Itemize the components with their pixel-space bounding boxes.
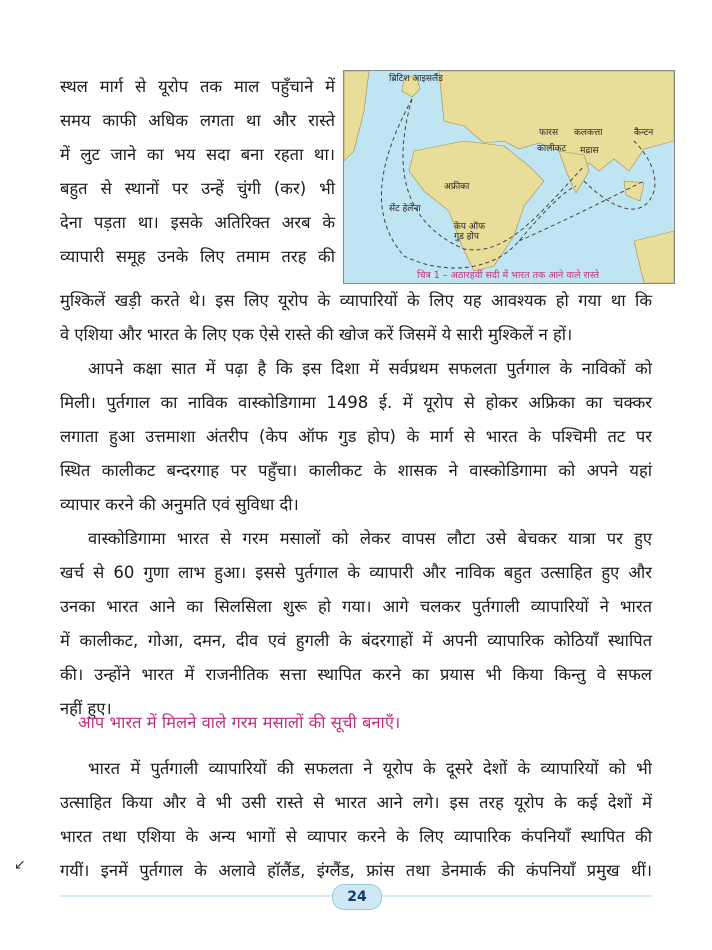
- map-graphic: [344, 71, 674, 283]
- text-line: बहुत से स्थानों पर उन्हें चुंगी (कर) भी: [60, 179, 335, 198]
- trade-route-map: [343, 70, 675, 284]
- svg-text:सेंट हेलेना: सेंट हेलेना: [389, 204, 421, 214]
- svg-text:फारस: फारस: [539, 128, 559, 138]
- text-line: मुश्किलें खड़ी करते थे। इस लिए यूरोप के व्यापारियों के लिए यह आवश्यक हो गया था कि: [60, 291, 652, 310]
- paragraph-3: [60, 522, 652, 726]
- margin-mark: ↙: [14, 857, 26, 873]
- text-line: में लुट जाने का भय सदा बना रहता था।: [60, 145, 335, 164]
- text-line: लगाता हुआ उत्तमाशा अंतरीप (केप ऑफ गुड होप) के मार्ग से भारत के पश्चिमी तट पर: [60, 427, 652, 446]
- paragraph-1-wrap: [60, 70, 335, 274]
- svg-text:मद्रास: मद्रास: [580, 146, 599, 156]
- svg-text:अफ्रीका: अफ्रीका: [444, 182, 470, 192]
- text-line: गयीं। इनमें पुर्तगाल के अलावे हॉलैंड, इंग्लैंड, फ्रांस तथा डेनमार्क की कंपनियाँ प्रमुख थीं।: [60, 861, 652, 880]
- paragraph-1-full: [60, 284, 652, 352]
- text-line: स्थित कालीकट बन्दरगाह पर पहुँचा। कालीकट के शासक ने वास्कोडिगामा को अपने यहां: [60, 461, 652, 480]
- text-line: वास्कोडिगामा भारत से गरम मसालों को लेकर वापस लौटा उसे बेचकर यात्रा पर हुए: [88, 529, 652, 548]
- text-line: खर्च से 60 गुणा लाभ हुआ। इससे पुर्तगाल के व्यापारी और नाविक बहुत उत्साहित हुए और: [60, 563, 652, 582]
- svg-text:ब्रिटिश आइसलैंड: ब्रिटिश आइसलैंड: [389, 74, 443, 84]
- page-number: 24: [332, 884, 382, 910]
- text-line: की। उन्होंने भारत में राजनीतिक सत्ता स्थापित करने का प्रयास भी किया किन्तु वे सफल: [60, 665, 652, 684]
- svg-text:कैन्टन: कैन्टन: [634, 128, 654, 138]
- paragraph-4: [60, 752, 652, 888]
- text-line: उत्साहित किया और वे भी उसी रास्ते से भारत आने लगे। इस तरह यूरोप के कई देशों में: [60, 793, 652, 812]
- svg-text:कालीकट: कालीकट: [537, 144, 567, 154]
- figure-caption: चित्र 1 – अठारहवीं सदी में भारत तक आने वाले रास्ते: [416, 270, 600, 281]
- activity-prompt: आप भारत में मिलने वाले गरम मसालों की सूची बनाएँ।: [78, 713, 401, 732]
- text-line: समय काफी अधिक लगता था और रास्ते: [60, 111, 335, 130]
- text-line: नहीं हुए।: [60, 699, 112, 718]
- text-line: मिली। पुर्तगाल का नाविक वास्कोडिगामा 1498 ई. में यूरोप से होकर अफ्रिका का चक्कर: [60, 393, 652, 412]
- text-line: व्यापारी समूह उनके लिए तमाम तरह की: [60, 247, 335, 266]
- text-line: स्थल मार्ग से यूरोप तक माल पहुँचाने में: [60, 77, 335, 96]
- text-line: वे एशिया और भारत के लिए एक ऐसे रास्ते की खोज करें जिसमें ये सारी मुश्किलें न हों।: [60, 325, 573, 344]
- text-line: भारत में पुर्तगाली व्यापारियों की सफलता ने यूरोप के दूसरे देशों के व्यापारियों को भी: [88, 759, 652, 778]
- svg-text:केप ऑफ: केप ऑफ: [454, 222, 486, 232]
- text-line: देना पड़ता था। इसके अतिरिक्त अरब के: [60, 213, 335, 232]
- text-line: उनका भारत आने का सिलसिला शुरू हो गया। आगे चलकर पुर्तगाली व्यापारियों ने भारत: [60, 597, 652, 616]
- svg-text:गुड होप: गुड होप: [454, 232, 479, 242]
- text-line: में कालीकट, गोआ, दमन, दीव एवं हुगली के बंदरगाहों में अपनी व्यापारिक कोठियाँ स्थापित: [60, 631, 652, 650]
- svg-text:कलकत्ता: कलकत्ता: [574, 128, 603, 138]
- text-line: व्यापार करने की अनुमति एवं सुविधा दी।: [60, 495, 299, 514]
- paragraph-2: [60, 352, 652, 522]
- text-line: भारत तथा एशिया के अन्य भागों से व्यापार करने के लिए व्यापारिक कंपनियाँ स्थापित की: [60, 827, 652, 846]
- text-line: आपने कक्षा सात में पढ़ा है कि इस दिशा में सर्वप्रथम सफलता पुर्तगाल के नाविकों को: [88, 359, 652, 378]
